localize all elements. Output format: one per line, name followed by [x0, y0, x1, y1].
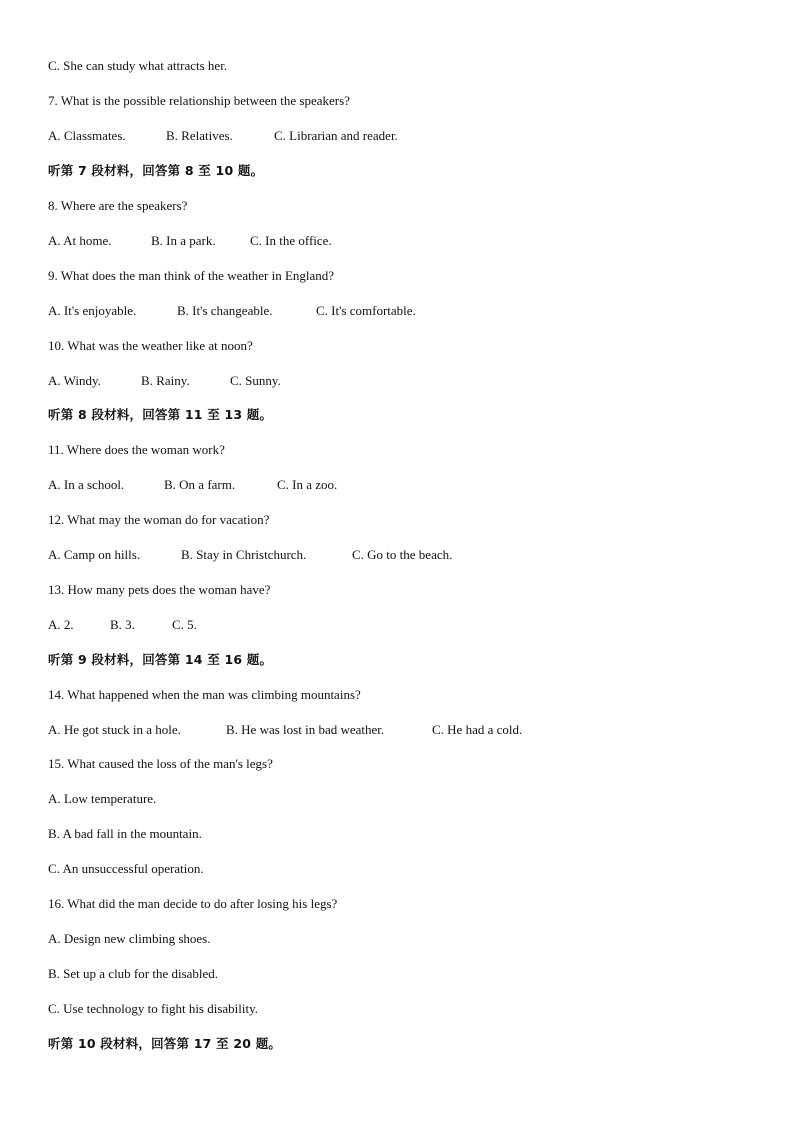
q14-option-c: C. He had a cold.	[432, 722, 523, 737]
q10-question: 10. What was the weather like at noon?	[48, 338, 253, 353]
q12-option-a: A. Camp on hills.	[48, 547, 141, 562]
q15-option-a: A. Low temperature.	[48, 791, 157, 806]
section-heading-8: 听第 8 段材料，回答第 11 至 13 题。	[48, 407, 273, 422]
q15-option-c: C. An unsuccessful operation.	[48, 861, 204, 876]
q7-option-c: C. Librarian and reader.	[274, 128, 398, 143]
section-heading-9: 听第 9 段材料，回答第 14 至 16 题。	[48, 652, 273, 667]
q10-option-b: B. Rainy.	[141, 373, 190, 388]
q7-question: 7. What is the possible relationship between the speakers?	[48, 93, 350, 108]
q7-option-b: B. Relatives.	[166, 128, 233, 143]
q15-question: 15. What caused the loss of the man's legs?	[48, 756, 273, 771]
q13-option-b: B. 3.	[110, 617, 135, 632]
section-heading-7: 听第 7 段材料，回答第 8 至 10 题。	[48, 163, 264, 178]
q14-option-a: A. He got stuck in a hole.	[48, 722, 181, 737]
q11-question: 11. Where does the woman work?	[48, 442, 225, 457]
q6-option-c: C. She can study what attracts her.	[48, 58, 228, 73]
q16-option-b: B. Set up a club for the disabled.	[48, 966, 219, 981]
q7-option-a: A. Classmates.	[48, 128, 126, 143]
q13-option-c: C. 5.	[172, 617, 197, 632]
q9-option-c: C. It's comfortable.	[316, 303, 416, 318]
section-heading-10: 听第 10 段材料，回答第 17 至 20 题。	[48, 1036, 282, 1051]
q12-option-c: C. Go to the beach.	[352, 547, 453, 562]
q16-option-a: A. Design new climbing shoes.	[48, 931, 211, 946]
q11-option-a: A. In a school.	[48, 477, 125, 492]
q16-option-c: C. Use technology to fight his disability.	[48, 1001, 259, 1016]
q8-option-c: C. In the office.	[250, 233, 332, 248]
q10-option-a: A. Windy.	[48, 373, 101, 388]
q11-option-b: B. On a farm.	[164, 477, 236, 492]
q8-question: 8. Where are the speakers?	[48, 198, 188, 213]
q11-option-c: C. In a zoo.	[277, 477, 338, 492]
q9-option-a: A. It's enjoyable.	[48, 303, 137, 318]
q13-option-a: A. 2.	[48, 617, 74, 632]
q15-option-b: B. A bad fall in the mountain.	[48, 826, 202, 841]
q13-question: 13. How many pets does the woman have?	[48, 582, 271, 597]
q14-question: 14. What happened when the man was climbing mountains?	[48, 687, 361, 702]
q14-option-b: B. He was lost in bad weather.	[226, 722, 385, 737]
q9-option-b: B. It's changeable.	[177, 303, 273, 318]
q8-option-a: A. At home.	[48, 233, 112, 248]
q8-option-b: B. In a park.	[151, 233, 216, 248]
q9-question: 9. What does the man think of the weather in England?	[48, 268, 335, 283]
q16-question: 16. What did the man decide to do after losing his legs?	[48, 896, 338, 911]
q12-question: 12. What may the woman do for vacation?	[48, 512, 270, 527]
q12-option-b: B. Stay in Christchurch.	[181, 547, 307, 562]
q10-option-c: C. Sunny.	[230, 373, 281, 388]
